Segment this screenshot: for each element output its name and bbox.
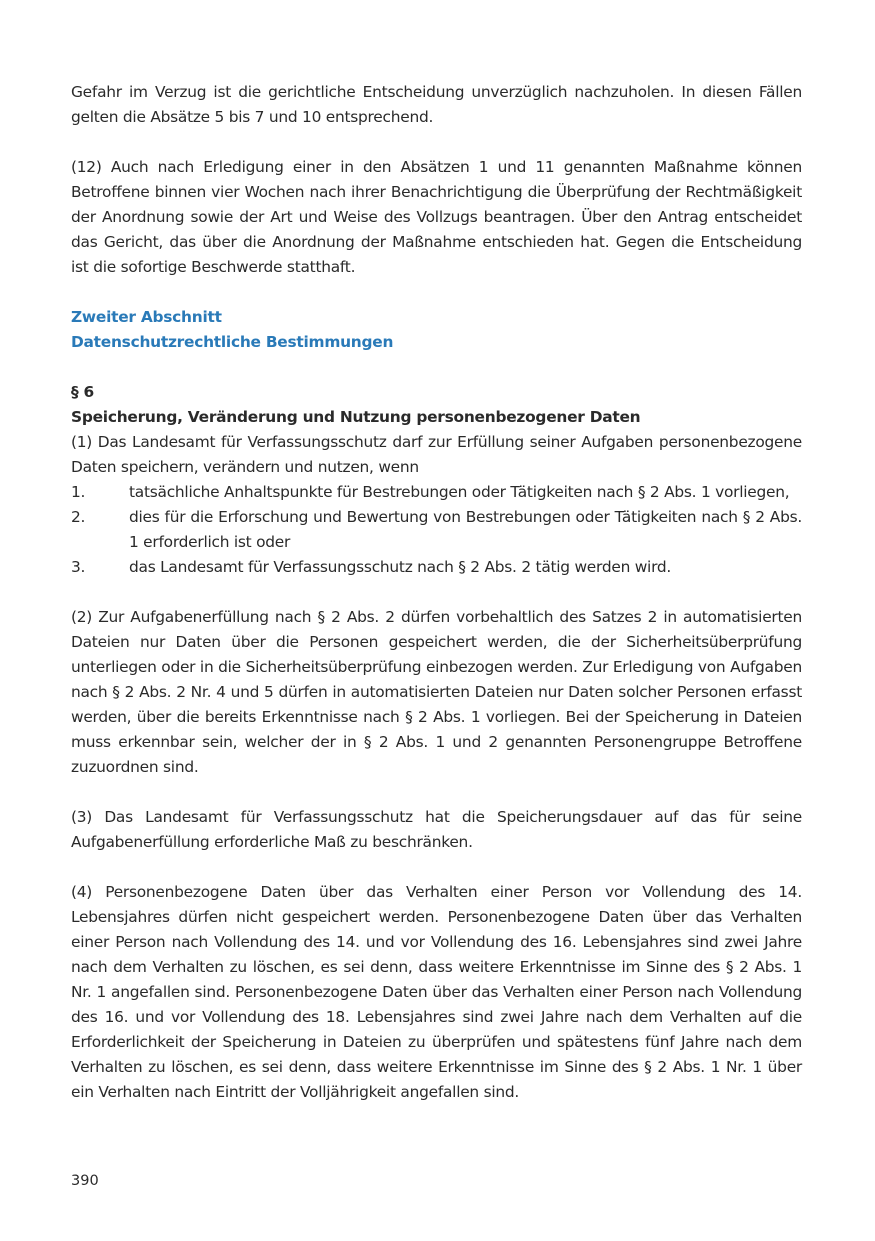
paragraph-6-abs1-intro: (1) Das Landesamt für Verfassungsschutz darf zur Erfüllung seiner Aufgaben personenbezogene Daten speichern, verändern und nutzen, wenn: [71, 433, 802, 476]
section-heading-line1: Zweiter Abschnitt: [71, 308, 222, 326]
paragraph-6-number: § 6: [71, 383, 95, 401]
section-heading-line2: Datenschutzrechtliche Bestimmungen: [71, 333, 394, 351]
paragraph-6-abs2: (2) Zur Aufgabenerfüllung nach § 2 Abs. 2 dürfen vorbehaltlich des Satzes 2 in automatisierten Dateien nur Daten über die Personen gespeichert werden, die der Sicherheitsüberprüfung unterliegen oder in die Sicherheitsüberprüfung einbezogen werden. Zur Erledigung von Aufgaben nach § 2 Abs. 2 Nr. 4 und 5 dürfen in automatisierten Dateien nur Daten solcher Personen erfasst werden, über die bereits Erkenntnisse nach § 2 Abs. 1 vorliegen. Bei der Speicherung in Dateien muss erkennbar sein, welcher der in § 2 Abs. 1 und 2 genannten Personengruppe Betroffene zuzuordnen sind.: [71, 608, 802, 776]
list-item: [71, 480, 802, 505]
paragraph-12: (12) Auch nach Erledigung einer in den Absätzen 1 und 11 genannten Maßnahme können Betroffene binnen vier Wochen nach ihrer Benachrichtigung die Überprüfung der Rechtmäßigkeit der Anordnung sowie der Art und Weise des Vollzugs beantragen. Über den Antrag entscheidet das Gericht, das über die Anordnung der Maßnahme entschieden hat. Gegen die Entscheidung ist die sofortige Beschwerde statthaft.: [71, 158, 802, 276]
page-number: 390: [71, 1173, 99, 1189]
list-item: [71, 555, 802, 580]
list-item-text: das Landesamt für Verfassungsschutz nach § 2 Abs. 2 tätig werden wird.: [129, 558, 672, 576]
paragraph-6-abs3: (3) Das Landesamt für Verfassungsschutz hat die Speicherungsdauer auf das für seine Aufgabenerfüllung erforderliche Maß zu beschränken.: [71, 808, 802, 851]
paragraph-6-title: Speicherung, Veränderung und Nutzung personenbezogener Daten: [71, 408, 641, 426]
paragraph-6-abs4: (4) Personenbezogene Daten über das Verhalten einer Person vor Vollendung des 14. Lebensjahres dürfen nicht gespeichert werden. Personenbezogene Daten über das Verhalten einer Person nach Vollendung des 14. und vor Vollendung des 16. Lebensjahres sind zwei Jahre nach dem Verhalten zu löschen, es sei denn, dass weitere Erkenntnisse im Sinne des § 2 Abs. 1 Nr. 1 angefallen sind. Personenbezogene Daten über das Verhalten einer Person nach Vollendung des 16. und vor Vollendung des 18. Lebensjahres sind zwei Jahre nach dem Verhalten auf die Erforderlichkeit der Speicherung in Dateien zu überprüfen und spätestens fünf Jahre nach dem Verhalten zu löschen, es sei denn, dass weitere Erkenntnisse im Sinne des § 2 Abs. 1 Nr. 1 über ein Verhalten nach Eintritt der Volljährigkeit angefallen sind.: [71, 883, 802, 1101]
list-item-number: 1.: [71, 483, 86, 501]
paragraph-11-continuation: Gefahr im Verzug ist die gerichtliche Entscheidung unverzüglich nachzuholen. In diesen Fällen gelten die Absätze 5 bis 7 und 10 entsprechend.: [71, 83, 802, 126]
list-item-text: tatsächliche Anhaltspunkte für Bestrebungen oder Tätigkeiten nach § 2 Abs. 1 vorliegen,: [129, 483, 790, 501]
list-item-text: dies für die Erforschung und Bewertung von Bestrebungen oder Tätigkeiten nach § 2 Abs. 1 erforderlich ist oder: [129, 508, 802, 551]
list-item: [71, 505, 802, 555]
list-item-number: 3.: [71, 558, 86, 576]
page-content: [71, 80, 802, 1105]
list-item-number: 2.: [71, 508, 86, 526]
